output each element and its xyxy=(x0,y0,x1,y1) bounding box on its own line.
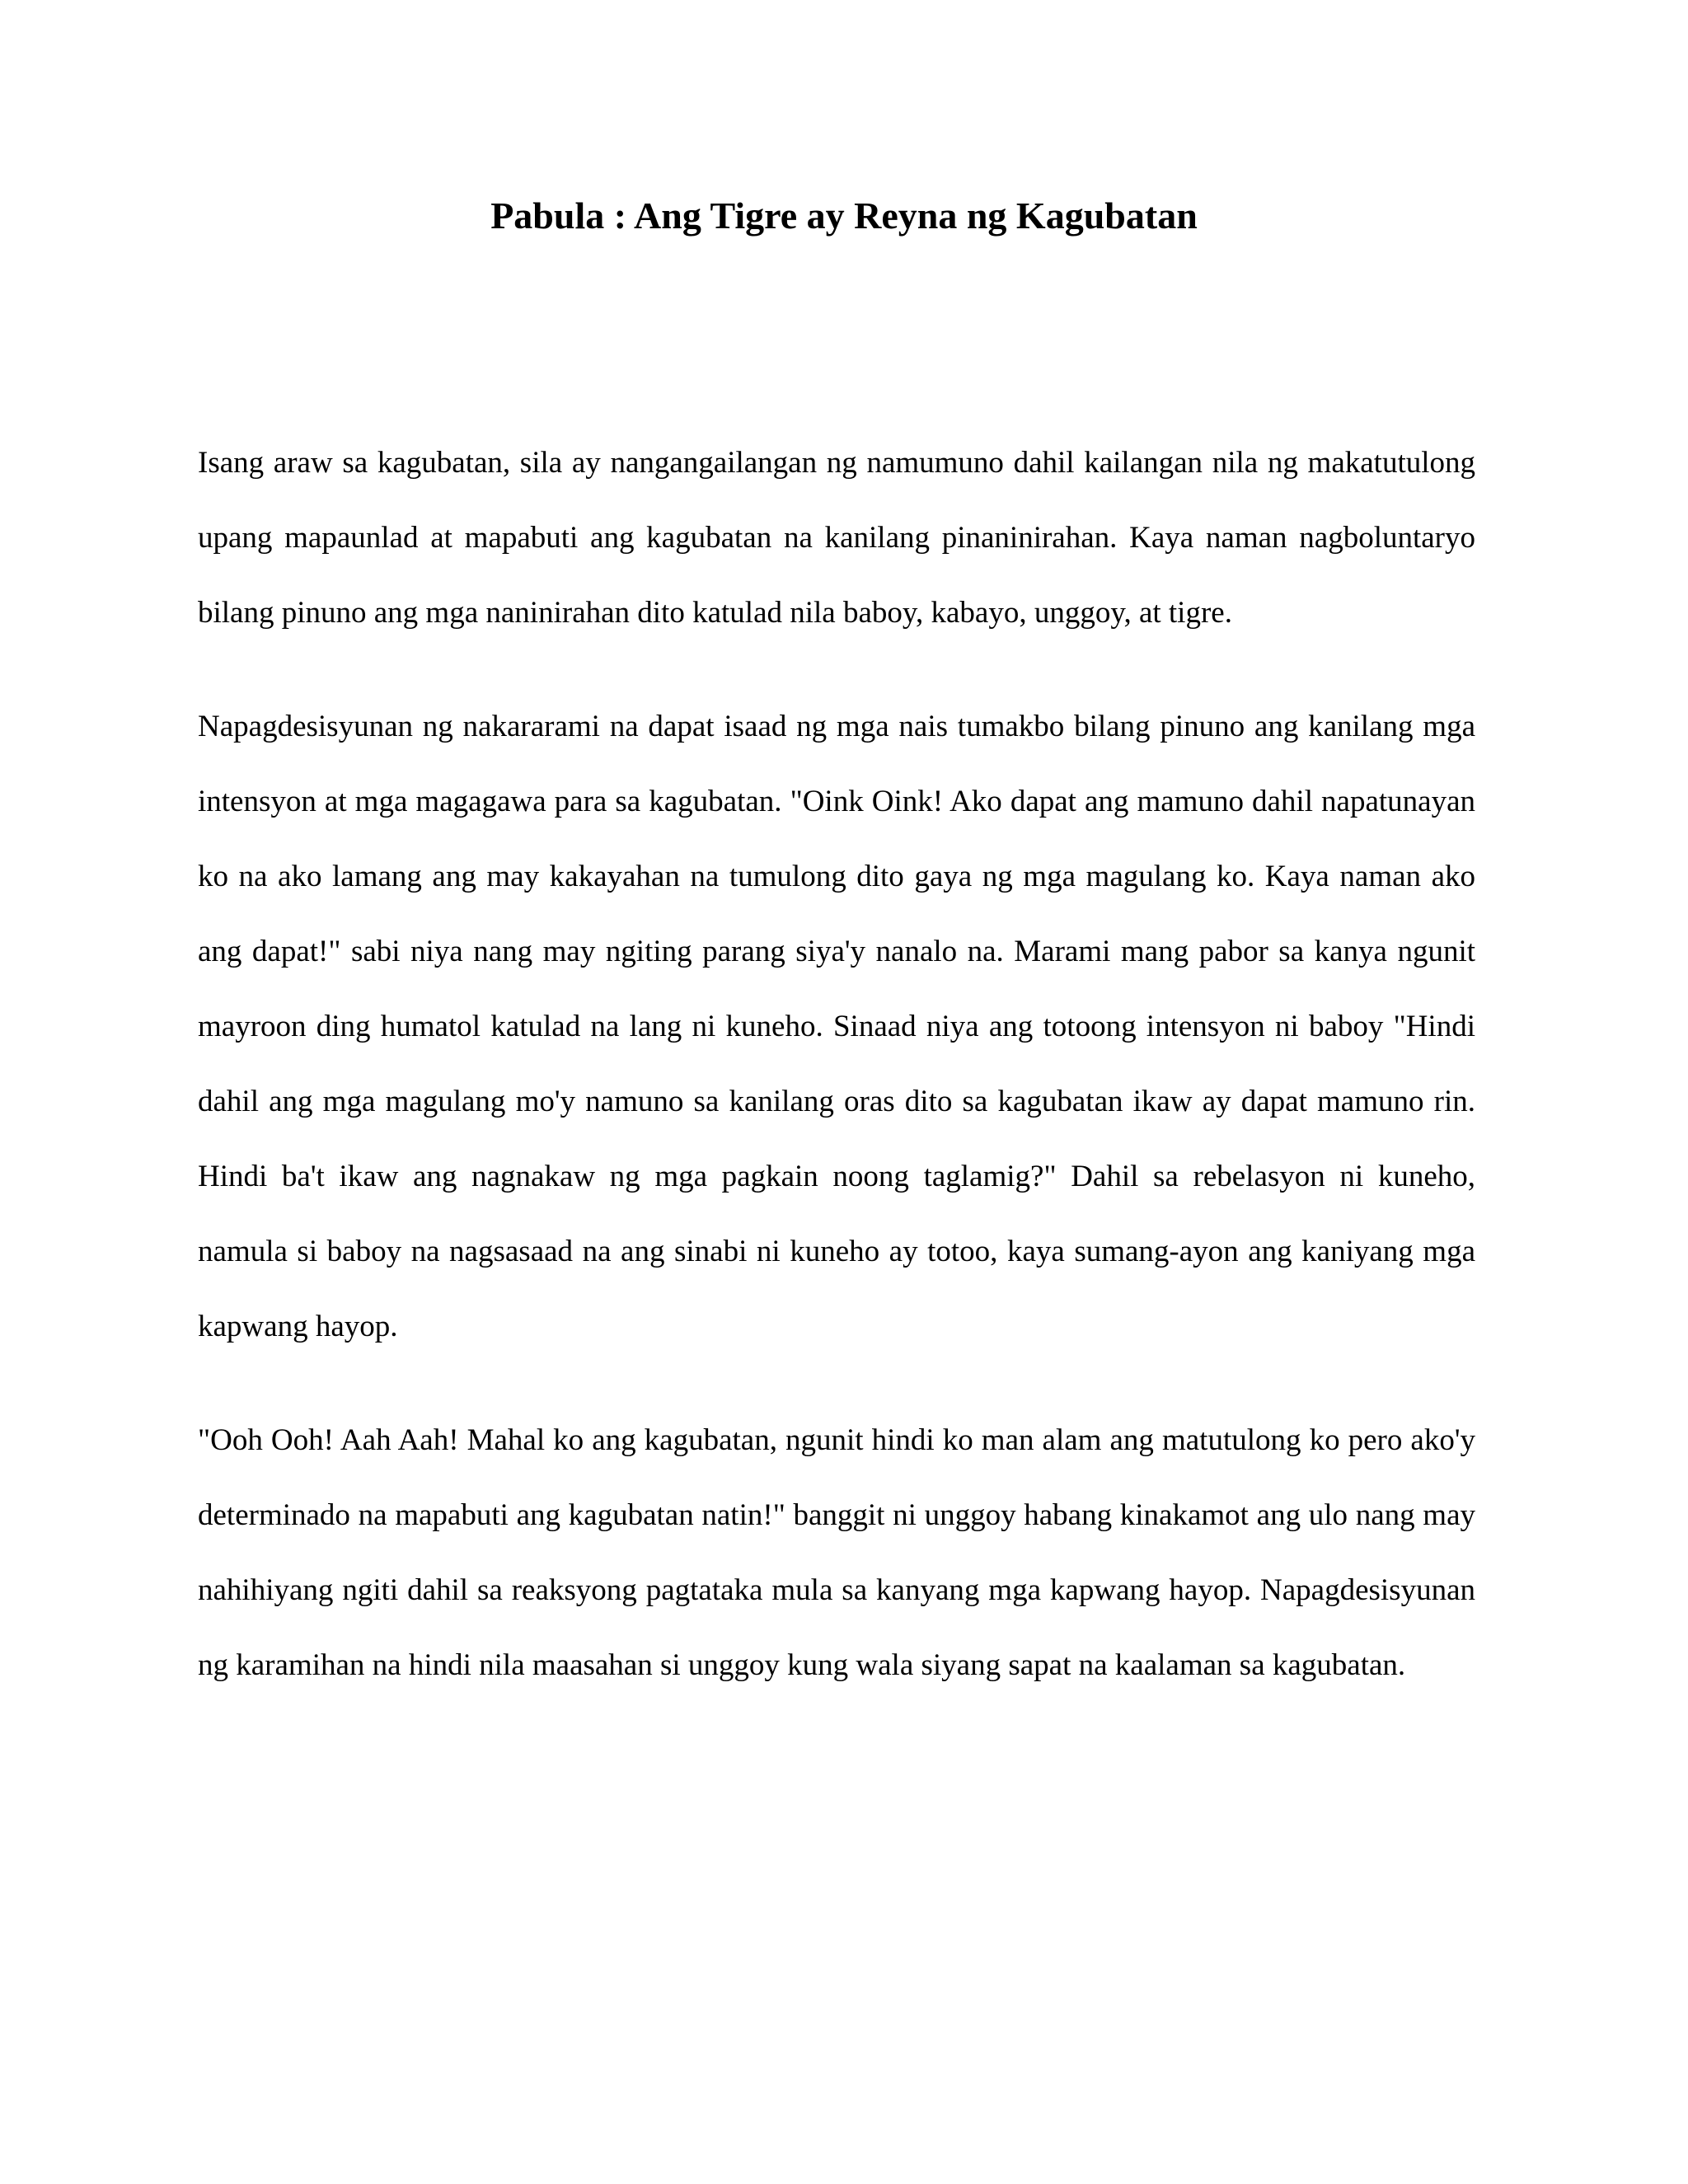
document-body xyxy=(198,425,1475,1741)
paragraph-2: Napagdesisyunan ng nakararami na dapat isaad ng mga nais tumakbo bilang pinuno ang kanilang mga intensyon at mga magagawa para sa kagubatan. "Oink Oink! Ako dapat ang mamuno dahil napatunayan ko na ako lamang ang may kakayahan na tumulong dito gaya ng mga magulang ko. Kaya naman ako ang dapat!" sabi niya nang may ngiting parang siya'y nanalo na. Marami mang pabor sa kanya ngunit mayroon ding humatol katulad na lang ni kuneho. Sinaad niya ang totoong intensyon ni baboy "Hindi dahil ang mga magulang mo'y namuno sa kanilang oras dito sa kagubatan ikaw ay dapat mamuno rin. Hindi ba't ikaw ang nagnakaw ng mga pagkain noong taglamig?" Dahil sa rebelasyon ni kuneho, namula si baboy na nagsasaad na ang sinabi ni kuneho ay totoo, kaya sumang-ayon ang kaniyang mga kapwang hayop. xyxy=(198,710,1475,1343)
document-title: Pabula : Ang Tigre ay Reyna ng Kagubatan xyxy=(490,194,1198,237)
paragraph-3: "Ooh Ooh! Aah Aah! Mahal ko ang kagubatan, ngunit hindi ko man alam ang matutulong ko pero ako'y determinado na mapabuti ang kagubatan natin!" banggit ni unggoy habang kinakamot ang ulo nang may nahihiyang ngiti dahil sa reaksyong pagtataka mula sa kanyang mga kapwang hayop. Napagdesisyunan ng karamihan na hindi nila maasahan si unggoy kung wala siyang sapat na kaalaman sa kagubatan. xyxy=(198,1423,1475,1682)
paragraph-1: Isang araw sa kagubatan, sila ay nangangailangan ng namumuno dahil kailangan nila ng makatutulong upang mapaunlad at mapabuti ang kagubatan na kanilang pinaninirahan. Kaya naman nagboluntaryo bilang pinuno ang mga naninirahan dito katulad nila baboy, kabayo, unggoy, at tigre. xyxy=(198,446,1475,630)
